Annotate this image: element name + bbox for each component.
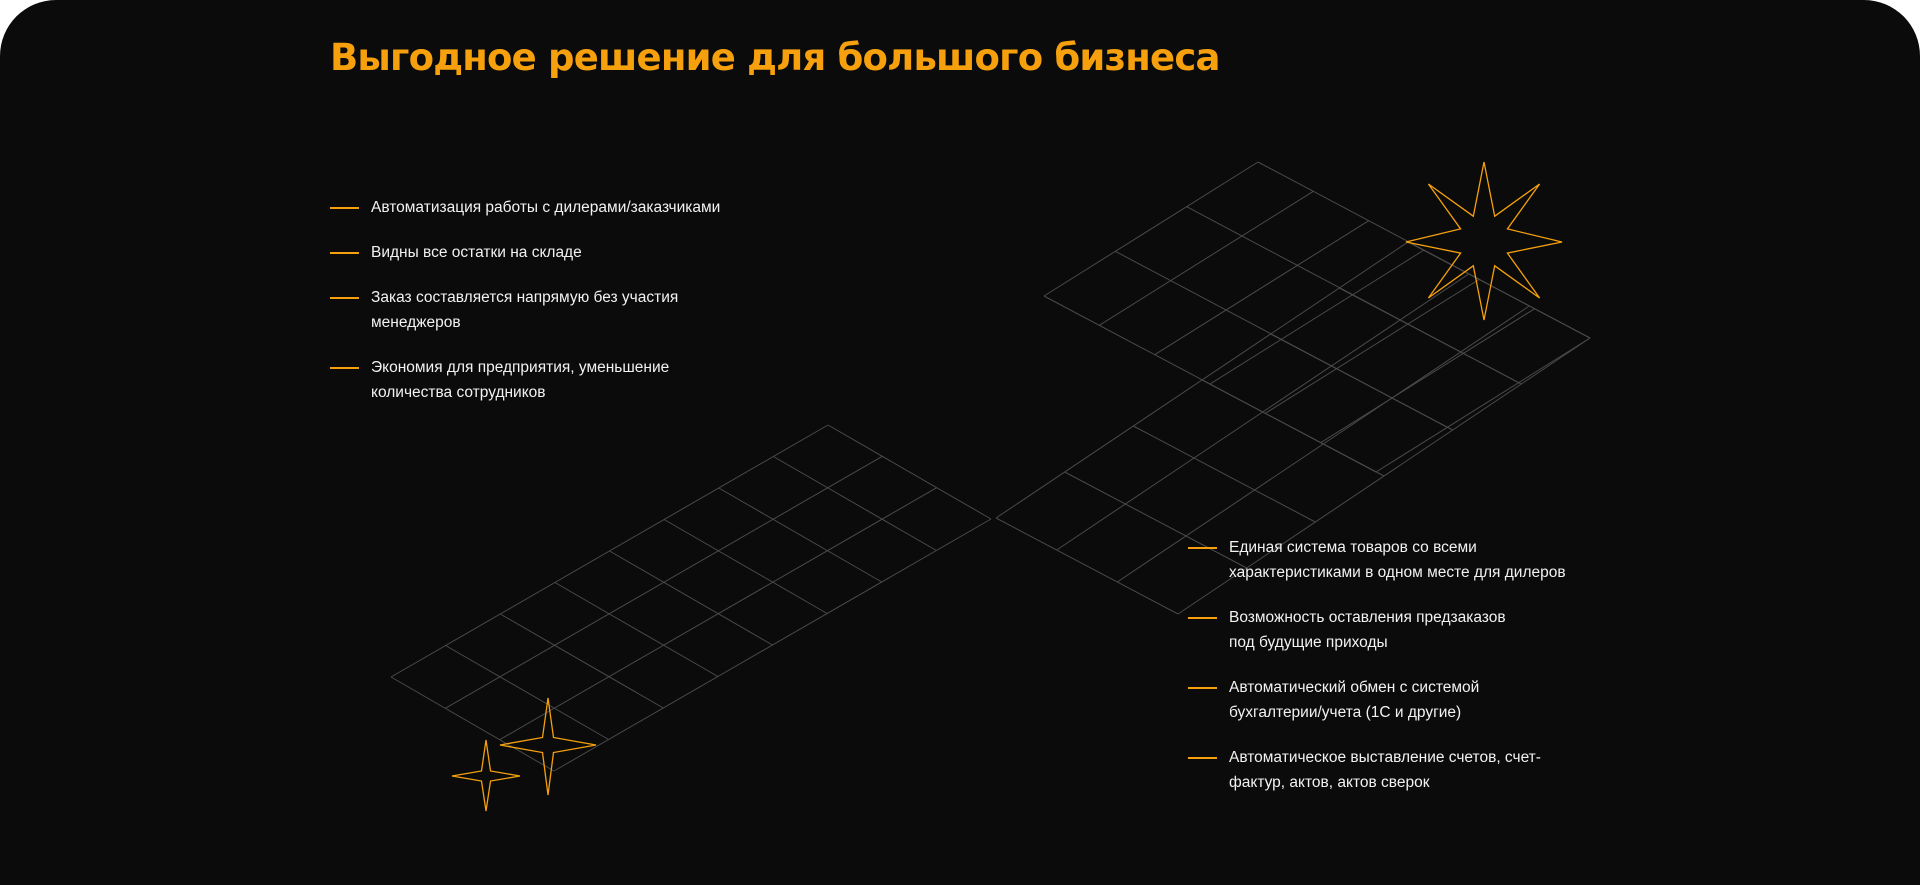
section-title: Выгодное решение для большого бизнеса (330, 36, 1220, 79)
four-point-sparkle-icon-small (452, 740, 520, 811)
grid-line (1155, 221, 1369, 355)
feature-item (1188, 675, 1569, 725)
dash-bullet-icon (1188, 687, 1217, 689)
grid-line (1099, 191, 1313, 325)
feature-text: Автоматизация работы с дилерами/заказчиками (371, 199, 721, 216)
dash-bullet-icon (1188, 757, 1217, 759)
grid-line (555, 583, 718, 677)
feature-text: Автоматическое выставление счетов, счет-фактур, актов, актов сверок (1229, 749, 1541, 791)
dash-bullet-icon (330, 367, 359, 369)
feature-item (1188, 605, 1519, 655)
grid-line (1376, 338, 1590, 472)
grid-line (1321, 309, 1535, 443)
feature-text: Видны все остатки на складе (371, 244, 582, 261)
feature-item (330, 285, 691, 335)
feature-list-left (330, 195, 750, 425)
feature-item (330, 240, 750, 265)
grid-line (391, 677, 554, 771)
four-point-sparkle-icon (500, 698, 596, 795)
grid-line (1271, 334, 1453, 430)
feature-list-right (1188, 535, 1628, 815)
dash-bullet-icon (1188, 547, 1217, 549)
grid-line (996, 518, 1178, 614)
grid-line (500, 614, 663, 708)
dash-bullet-icon (330, 207, 359, 209)
dash-bullet-icon (330, 297, 359, 299)
grid-line (446, 646, 609, 740)
feature-text: Заказ составляется напрямую без участия менеджеров (371, 289, 679, 331)
feature-item (1188, 535, 1569, 585)
feature-item (330, 195, 750, 220)
grid-line (773, 457, 936, 551)
feature-text: Экономия для предприятия, уменьшение количества сотрудников (371, 359, 670, 401)
grid-line (1408, 242, 1590, 338)
grid-line (1339, 288, 1521, 384)
grid-line (1210, 250, 1424, 384)
feature-item (1188, 745, 1589, 795)
grid-line (719, 488, 882, 582)
feature-item (330, 355, 711, 405)
grid-line (664, 520, 827, 614)
isometric-grid-left (391, 425, 991, 771)
feature-text: Единая система товаров со всеми характеристиками в одном месте для дилеров (1229, 539, 1566, 581)
eight-point-star-icon (1406, 162, 1562, 320)
feature-text: Автоматический обмен с системой бухгалтерии/учета (1С и другие) (1229, 679, 1480, 721)
grid-line (828, 425, 991, 519)
grid-line (1265, 279, 1479, 413)
grid-line (1133, 426, 1315, 522)
feature-text: Возможность оставления предзаказов под будущие приходы (1229, 609, 1506, 651)
dash-bullet-icon (1188, 617, 1217, 619)
dash-bullet-icon (330, 252, 359, 254)
grid-line (1044, 162, 1258, 296)
grid-line (1202, 380, 1384, 476)
grid-line (610, 551, 773, 645)
